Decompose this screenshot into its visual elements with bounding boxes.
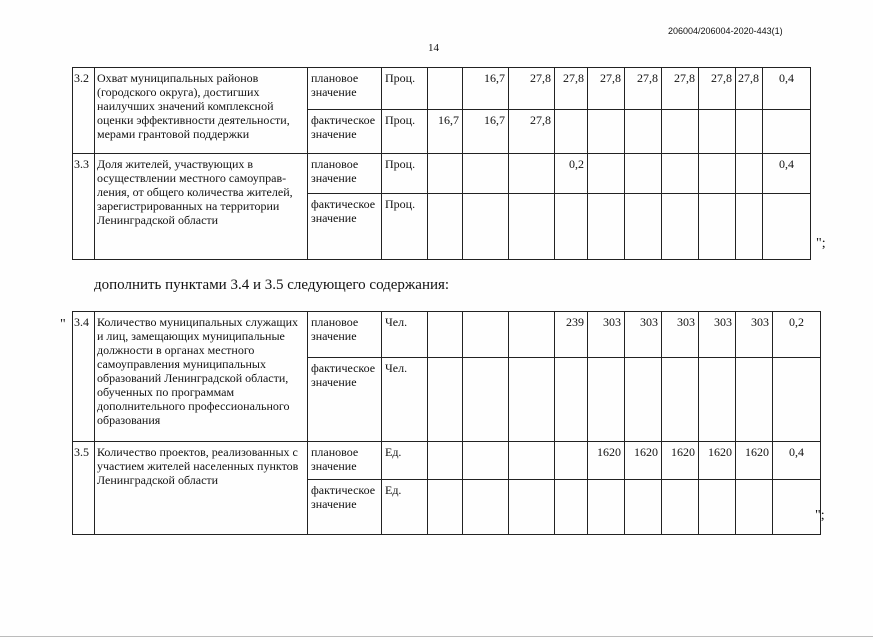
item-number: 3.4 [73,312,95,442]
value-cell [736,358,773,442]
value-cell [736,154,763,194]
value-cell [588,358,625,442]
value-cell: 27,8 [509,110,555,154]
unit-cell: Проц. [382,110,428,154]
amendment-text: дополнить пунктами 3.4 и 3.5 следующего содержания: [94,277,450,293]
value-cell [555,358,588,442]
value-cell: 16,7 [428,110,463,154]
value-cell: 239 [555,312,588,358]
value-type-label: фактическое значение [308,194,382,260]
value-type-label: фактическое значение [308,480,382,535]
value-cell [662,480,699,535]
value-cell: 27,8 [555,68,588,110]
document-id: 206004/206004-2020-443(1) [668,26,783,36]
value-cell [588,110,625,154]
item-number: 3.3 [73,154,95,260]
unit-cell: Ед. [382,442,428,480]
value-cell [763,194,811,260]
value-cell: 303 [736,312,773,358]
value-type-label: плановое значение [308,442,382,480]
value-cell [428,442,463,480]
value-cell [588,154,625,194]
value-cell: 1620 [588,442,625,480]
value-cell [463,194,509,260]
closing-quote: "; [816,236,826,251]
value-cell [555,110,588,154]
opening-quote: " [60,317,66,332]
value-cell [625,194,662,260]
plan-row [73,154,811,194]
indicators-table-2 [72,311,821,535]
value-cell [588,194,625,260]
value-cell [625,110,662,154]
value-cell: 0,2 [773,312,821,358]
closing-quote: "; [815,508,825,523]
value-cell [699,194,736,260]
value-cell [509,358,555,442]
value-cell: 27,8 [509,68,555,110]
plan-row [73,442,821,480]
unit-cell: Проц. [382,194,428,260]
value-type-label: плановое значение [308,68,382,110]
value-cell [763,110,811,154]
value-cell: 27,8 [662,68,699,110]
value-cell [625,154,662,194]
indicator-name: Доля жителей, участвующих в осуществлении местного самоуправ-ления, от общего количества жителей, зарегистрированных на территории Ленинградской области [95,154,308,260]
value-type-label: плановое значение [308,312,382,358]
page-number: 14 [428,42,439,54]
indicator-name: Охват муниципальных районов (городского округа), достигших наилучших значений комплексной оценки эффективности деятельности, мерами грантовой поддержки [95,68,308,154]
value-cell: 303 [588,312,625,358]
value-type-label: фактическое значение [308,110,382,154]
value-cell: 1620 [699,442,736,480]
value-cell [463,154,509,194]
unit-cell: Проц. [382,68,428,110]
value-cell [699,154,736,194]
value-cell [428,358,463,442]
item-number: 3.2 [73,68,95,154]
value-type-label: плановое значение [308,154,382,194]
value-cell: 303 [699,312,736,358]
value-cell [625,480,662,535]
value-cell [662,358,699,442]
value-cell [555,480,588,535]
value-cell: 0,4 [773,442,821,480]
value-cell [509,194,555,260]
value-cell [463,480,509,535]
unit-cell: Чел. [382,312,428,358]
value-cell: 1620 [662,442,699,480]
value-cell [463,442,509,480]
value-cell [555,442,588,480]
value-cell: 1620 [736,442,773,480]
indicator-name: Количество проектов, реализованных с участием жителей населенных пунктов Ленинградской области [95,442,308,535]
value-cell [625,358,662,442]
value-cell [736,110,763,154]
value-cell: 1620 [625,442,662,480]
item-number: 3.5 [73,442,95,535]
value-cell [509,154,555,194]
indicators-table-1 [72,67,811,260]
plan-row [73,312,821,358]
value-cell [736,194,763,260]
value-cell: 0,4 [763,68,811,110]
value-cell [662,110,699,154]
value-cell [509,480,555,535]
value-cell [699,110,736,154]
unit-cell: Чел. [382,358,428,442]
value-cell [428,68,463,110]
value-cell: 27,8 [625,68,662,110]
value-cell: 27,8 [699,68,736,110]
page-edge-line [0,636,873,637]
value-cell [463,312,509,358]
value-cell [428,194,463,260]
value-cell: 16,7 [463,68,509,110]
value-cell [509,442,555,480]
unit-cell: Ед. [382,480,428,535]
value-cell [428,480,463,535]
value-cell [555,194,588,260]
value-cell [773,358,821,442]
value-type-label: фактическое значение [308,358,382,442]
value-cell: 0,4 [763,154,811,194]
value-cell [736,480,773,535]
value-cell [773,480,821,535]
value-cell [463,358,509,442]
value-cell [428,154,463,194]
value-cell: 27,8 [588,68,625,110]
value-cell: 27,8 [736,68,763,110]
unit-cell: Проц. [382,154,428,194]
plan-row [73,68,811,110]
indicator-name: Количество муниципальных служащих и лиц, замещающих муниципальные должности в органах местного самоуправления муниципальных образований Ленинградской области, обученных по программам дополнительного профессионального образования [95,312,308,442]
value-cell [699,480,736,535]
value-cell: 303 [625,312,662,358]
value-cell: 16,7 [463,110,509,154]
value-cell: 0,2 [555,154,588,194]
value-cell [509,312,555,358]
value-cell [662,154,699,194]
value-cell: 303 [662,312,699,358]
value-cell [699,358,736,442]
value-cell [428,312,463,358]
value-cell [588,480,625,535]
value-cell [662,194,699,260]
